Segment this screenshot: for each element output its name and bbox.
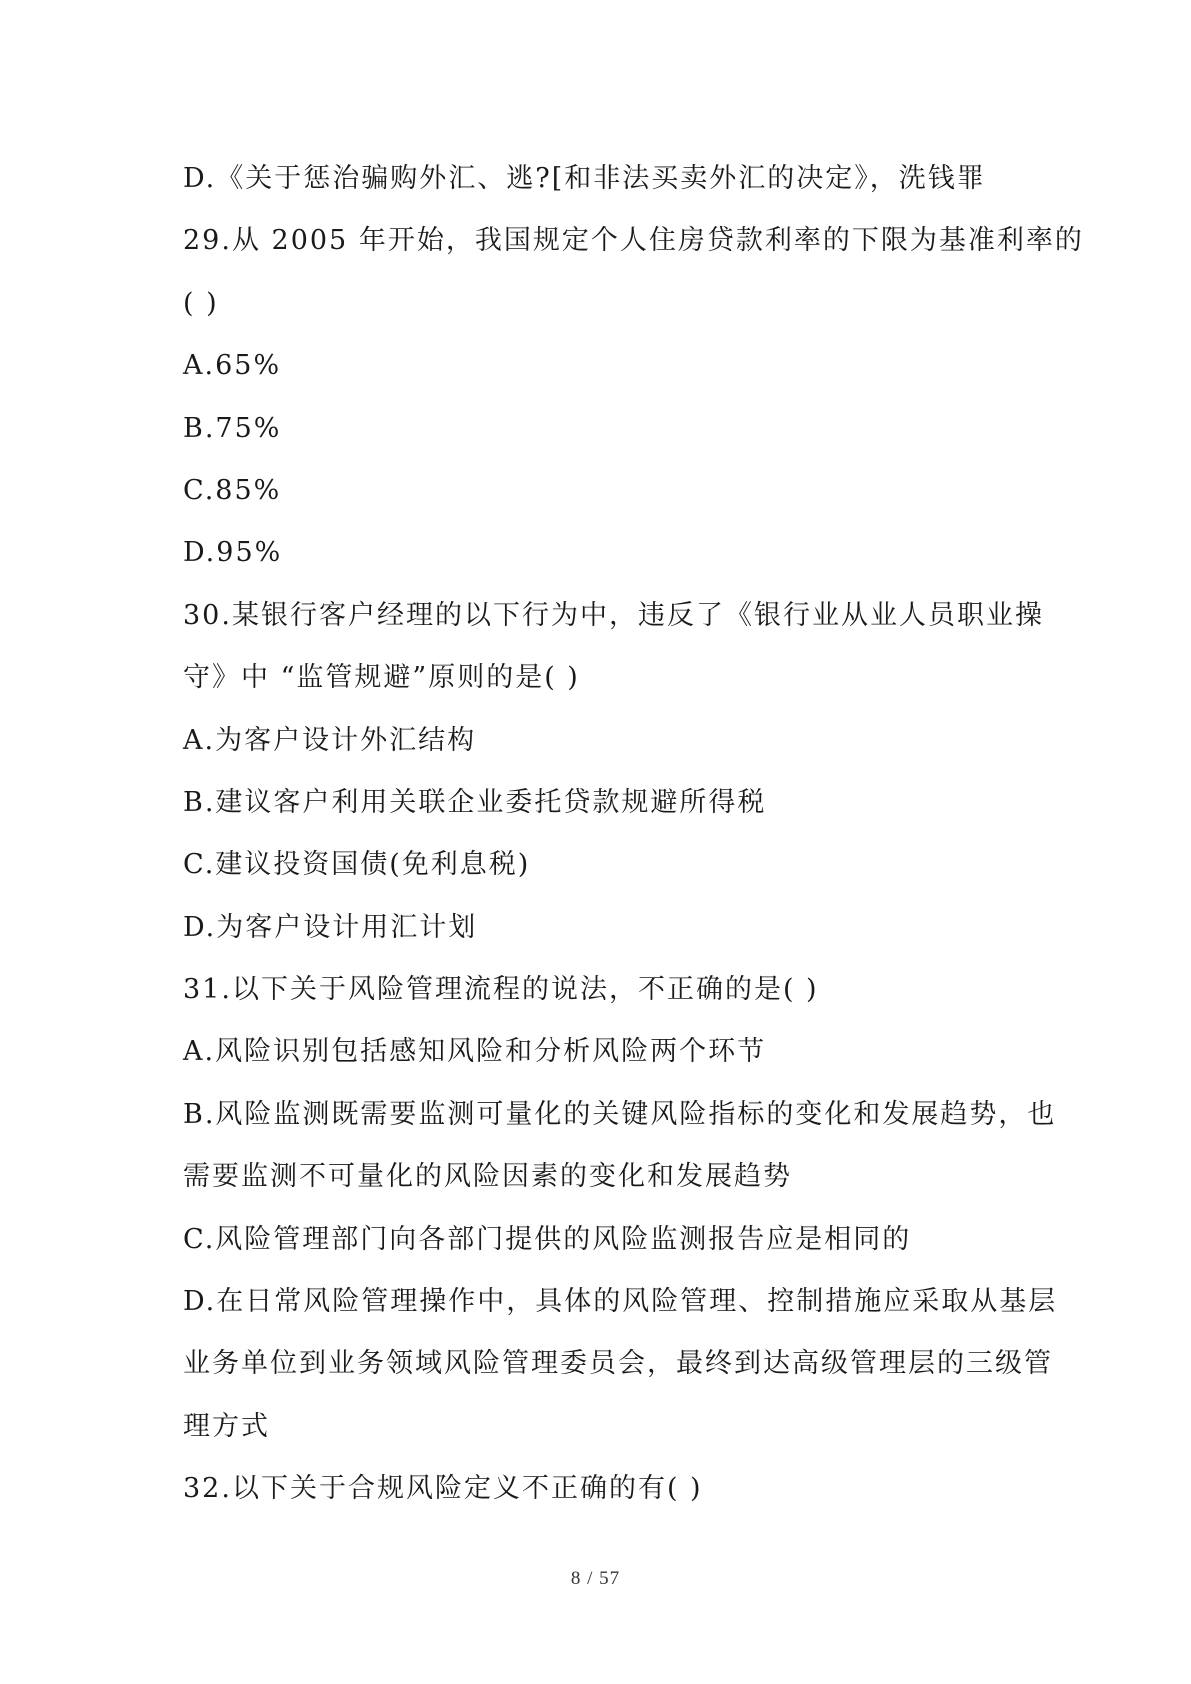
option-a: A.65% <box>183 350 282 382</box>
text-line: D.《关于惩治骗购外汇、逃?[和非法买卖外汇的决定》，洗钱罪 <box>183 163 986 194</box>
option-d: D.为客户设计用汇计划 <box>183 911 478 943</box>
text-line: ( ) <box>183 287 219 319</box>
page-body <box>183 148 1084 1521</box>
option-d: D.95% <box>183 537 283 569</box>
page-number: 8 / 57 <box>570 1568 621 1589</box>
option-a: A.为客户设计外汇结构 <box>183 724 477 756</box>
text-line: 需要监测不可量化的风险因素的变化和发展趋势 <box>183 1161 792 1193</box>
option-b: B.建议客户利用关联企业委托贷款规避所得税 <box>183 786 767 818</box>
option-c: C.建议投资国债(免利息税) <box>183 849 531 881</box>
option-b: B.风险监测既需要监测可量化的关键风险指标的变化和发展趋势，也 <box>183 1098 1057 1130</box>
option-c: C.85% <box>183 474 282 506</box>
question-30-stem: 30.某银行客户经理的以下行为中，违反了《银行业从业人员职业操 <box>183 599 1044 631</box>
text-line: 理方式 <box>183 1410 270 1442</box>
text-line: 业务单位到业务领域风险管理委员会，最终到达高级管理层的三级管 <box>183 1348 1053 1380</box>
option-c: C.风险管理部门向各部门提供的风险监测报告应是相同的 <box>183 1223 912 1255</box>
option-d: D.在日常风险管理操作中，具体的风险管理、控制措施应采取从基层 <box>183 1286 1058 1318</box>
text-line: 守》中 “监管规避”原则的是( ) <box>183 662 580 694</box>
question-32-stem: 32.以下关于合规风险定义不正确的有( ) <box>183 1473 703 1505</box>
question-29-stem: 29.从 2005 年开始，我国规定个人住房贷款利率的下限为基准利率的 <box>183 225 1084 257</box>
option-b: B.75% <box>183 412 282 444</box>
option-a: A.风险识别包括感知风险和分析风险两个环节 <box>183 1036 767 1068</box>
question-31-stem: 31.以下关于风险管理流程的说法，不正确的是( ) <box>183 974 819 1006</box>
